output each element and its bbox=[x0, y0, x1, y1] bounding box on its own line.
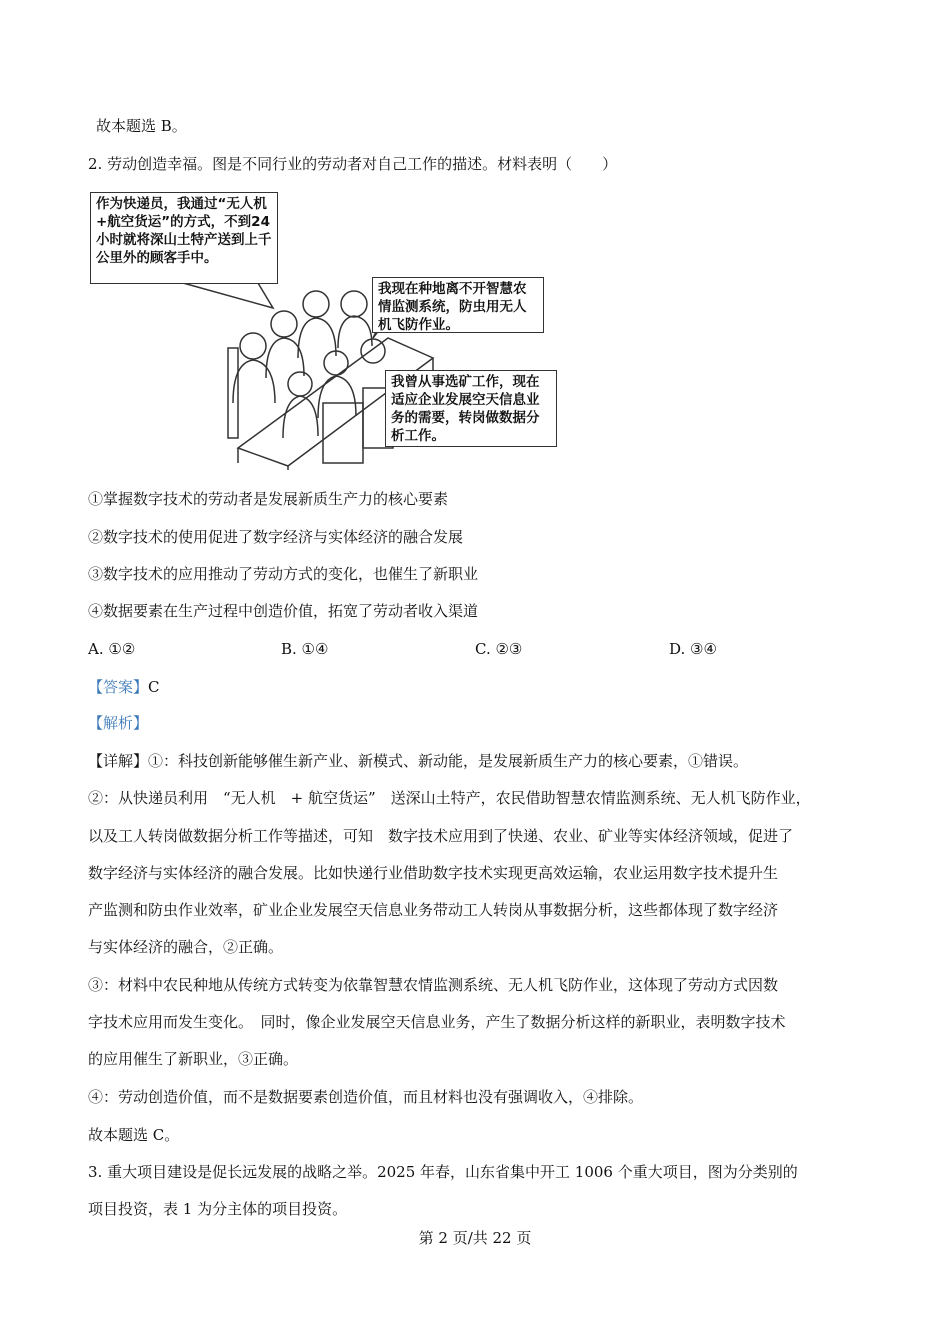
analysis-line: 【详解】①：科技创新能够催生新产业、新模式、新动能，是发展新质生产力的核心要素，①错误。 bbox=[88, 752, 749, 770]
option-b[interactable]: B. ①④ bbox=[281, 640, 329, 658]
statement-3: ③数字技术的应用推动了劳动方式的变化，也催生了新职业 bbox=[88, 565, 479, 583]
analysis-line: ④：劳动创造价值，而不是数据要素创造价值，而且材料也没有强调收入，④排除。 bbox=[88, 1088, 644, 1106]
option-c[interactable]: C. ②③ bbox=[475, 640, 523, 658]
answer-label: 【答案】 bbox=[88, 678, 149, 696]
answer-options bbox=[88, 639, 868, 659]
question-2-stem: 2. 劳动创造幸福。图是不同行业的劳动者对自己工作的描述。材料表明（ ） bbox=[88, 155, 618, 173]
analysis-line: 数字经济与实体经济的融合发展。比如快递行业借助数字技术实现更高效运输，农业运用数字技术提升生 bbox=[88, 864, 779, 882]
analysis-line: ③：材料中农民种地从传统方式转变为依靠智慧农情监测系统、无人机飞防作业，这体现了劳动方式因数 bbox=[88, 976, 779, 994]
analysis-line: ②：从快递员利用 “无人机 + 航空货运” 送深山土特产，农民借助智慧农情监测系统、无人机飞防作业， bbox=[88, 789, 811, 807]
analysis-line: 与实体经济的融合，②正确。 bbox=[88, 938, 284, 956]
option-d[interactable]: D. ③④ bbox=[669, 640, 717, 658]
answer-line bbox=[88, 677, 160, 697]
analysis-line: 产监测和防虫作业效率，矿业企业发展空天信息业务带动工人转岗从事数据分析，这些都体现了数字经济 bbox=[88, 901, 779, 919]
prev-conclusion: 故本题选 B。 bbox=[96, 117, 187, 135]
question-2-figure bbox=[88, 188, 563, 470]
option-a[interactable]: A. ①② bbox=[88, 640, 136, 658]
speech-bubble-worker: 我曾从事选矿工作，现在适应企业发展空天信息业务的需要，转岗做数据分析工作。 bbox=[385, 370, 557, 447]
statement-2: ②数字技术的使用促进了数字经济与实体经济的融合发展 bbox=[88, 528, 464, 546]
answer-value: C bbox=[148, 678, 160, 696]
question-3-stem: 3. 重大项目建设是促长远发展的战略之举。2025 年春，山东省集中开工 1006 个重大项目，图为分类别的 bbox=[88, 1163, 798, 1181]
analysis-line: 以及工人转岗做数据分析工作等描述，可知 数字技术应用到了快递、农业、矿业等实体经济领域，促进了 bbox=[88, 827, 794, 845]
speech-bubble-farmer: 我现在种地离不开智慧农情监测系统，防虫用无人机飞防作业。 bbox=[372, 277, 544, 333]
analysis-line: 字技术应用而发生变化。 同时，像企业发展空天信息业务，产生了数据分析这样的新职业，表明数字技术 bbox=[88, 1013, 786, 1031]
statement-1: ①掌握数字技术的劳动者是发展新质生产力的核心要素 bbox=[88, 490, 449, 508]
statement-4: ④数据要素在生产过程中创造价值，拓宽了劳动者收入渠道 bbox=[88, 602, 479, 620]
analysis-line: 的应用催生了新职业，③正确。 bbox=[88, 1050, 299, 1068]
speech-bubble-courier: 作为快递员，我通过“无人机+航空货运”的方式，不到24小时就将深山土特产送到上千公里外的顾客手中。 bbox=[90, 192, 278, 284]
page-footer: 第 2 页/共 22 页 bbox=[418, 1229, 532, 1247]
question-3-stem-cont: 项目投资，表 1 为分主体的项目投资。 bbox=[88, 1200, 348, 1218]
analysis-conclusion: 故本题选 C。 bbox=[88, 1126, 180, 1144]
analysis-label: 【解析】 bbox=[88, 714, 149, 732]
